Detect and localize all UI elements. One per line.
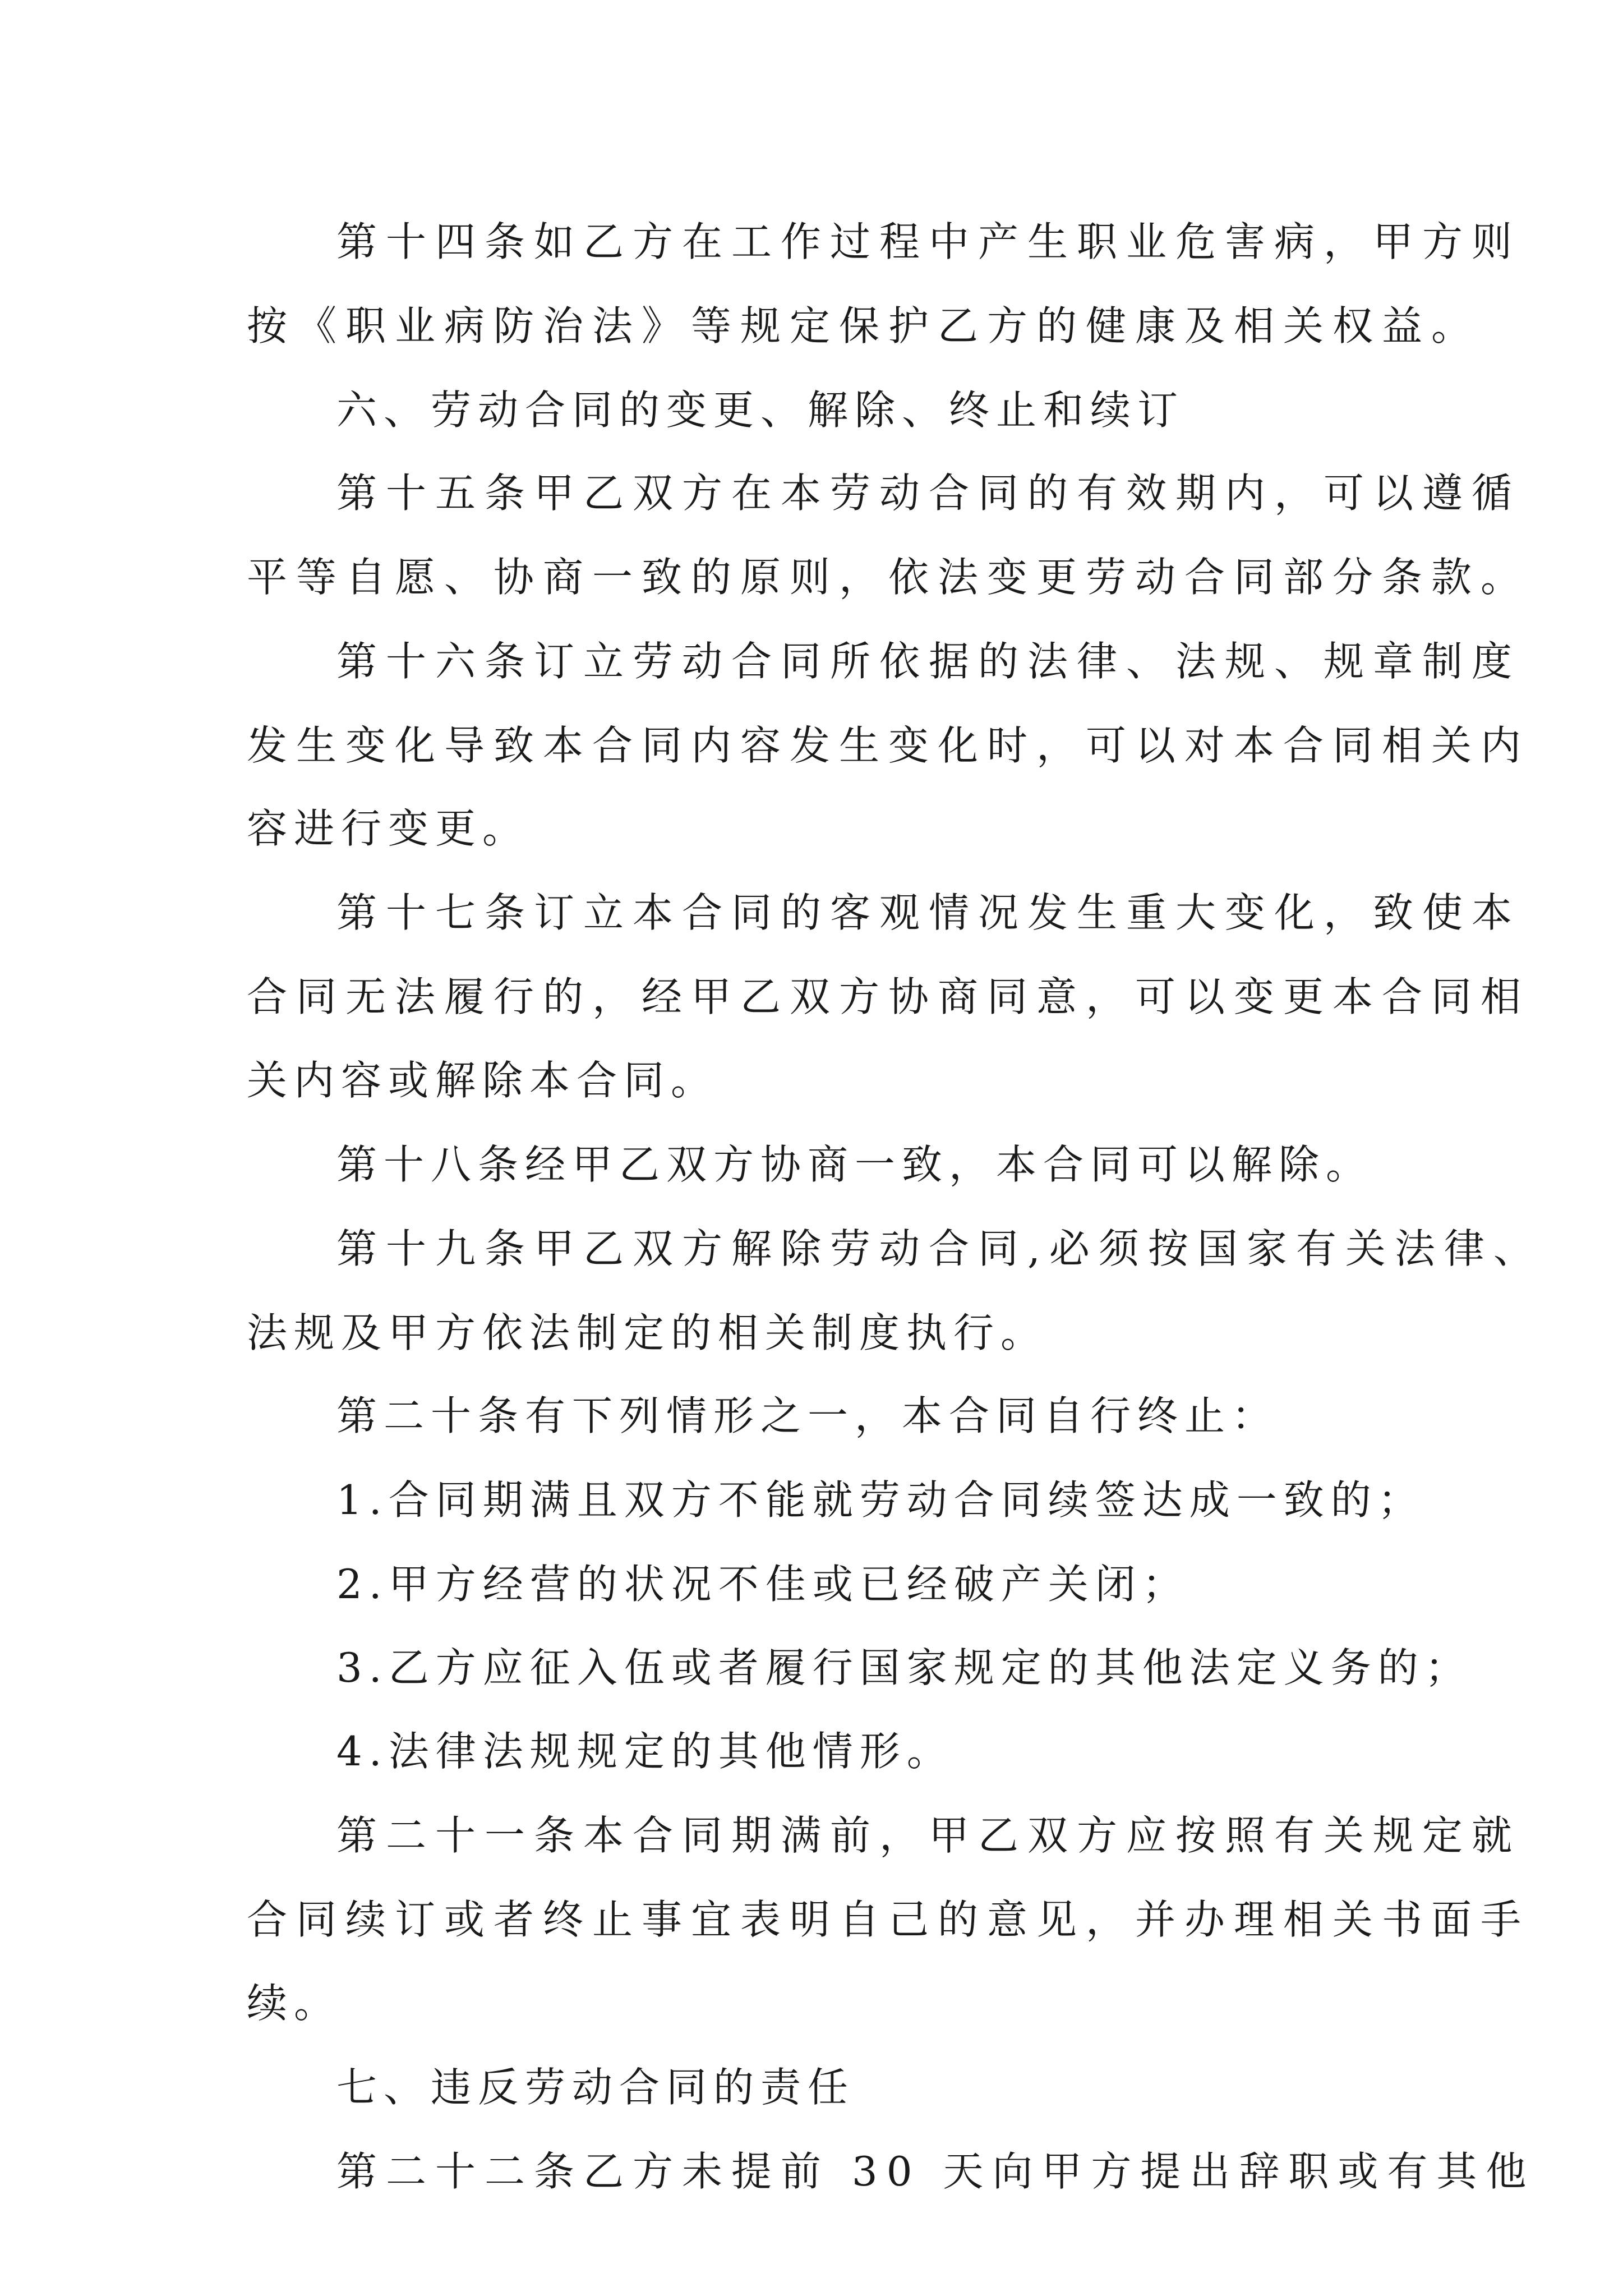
section-heading: 七、违反劳动合同的责任 — [336, 2064, 855, 2111]
list-item: 4.法律法规规定的其他情形。 — [336, 1728, 954, 1775]
text-line: 第二十二条乙方未提前 30 天向甲方提出辞职或有其他 — [336, 2148, 1536, 2195]
list-item: 2.甲方经营的状况不佳或已经破产关闭； — [336, 1561, 1189, 1608]
text-line: 第十八条经甲乙双方协商一致，本合同可以解除。 — [336, 1141, 1373, 1188]
text-line: 第十九条甲乙双方解除劳动合同,必须按国家有关法律、 — [336, 1225, 1543, 1272]
text-line: 发生变化导致本合同内容发生变化时，可以对本合同相关内 — [247, 722, 1530, 769]
section-heading: 六、劳动合同的变更、解除、终止和续订 — [336, 386, 1185, 434]
text-line: 容进行变更。 — [247, 805, 530, 852]
text-line: 关内容或解除本合同。 — [247, 1057, 718, 1104]
text-line: 平等自愿、协商一致的原则，依法变更劳动合同部分条款。 — [247, 554, 1530, 601]
list-item: 3.乙方应征入伍或者履行国家规定的其他法定义务的； — [336, 1644, 1472, 1691]
text-line: 第十六条订立劳动合同所依据的法律、法规、规章制度 — [336, 638, 1521, 685]
text-line: 第十四条如乙方在工作过程中产生职业危害病，甲方则 — [336, 218, 1521, 265]
text-line: 第二十一条本合同期满前，甲乙双方应按照有关规定就 — [336, 1812, 1521, 1859]
text-line: 第二十条有下列情形之一，本合同自行终止： — [336, 1392, 1279, 1439]
text-line: 合同续订或者终止事宜表明自己的意见，并办理相关书面手 — [247, 1896, 1530, 1943]
text-line: 合同无法履行的，经甲乙双方协商同意，可以变更本合同相 — [247, 973, 1530, 1020]
text-line: 续。 — [247, 1980, 342, 2027]
text-line: 按《职业病防治法》等规定保护乙方的健康及相关权益。 — [247, 302, 1481, 349]
text-line: 第十七条订立本合同的客观情况发生重大变化，致使本 — [336, 889, 1521, 936]
list-item: 1.合同期满且双方不能就劳动合同续签达成一致的； — [336, 1476, 1425, 1524]
text-line: 第十五条甲乙双方在本劳动合同的有效期内，可以遵循 — [336, 470, 1521, 517]
text-line: 法规及甲方依法制定的相关制度执行。 — [247, 1309, 1048, 1356]
